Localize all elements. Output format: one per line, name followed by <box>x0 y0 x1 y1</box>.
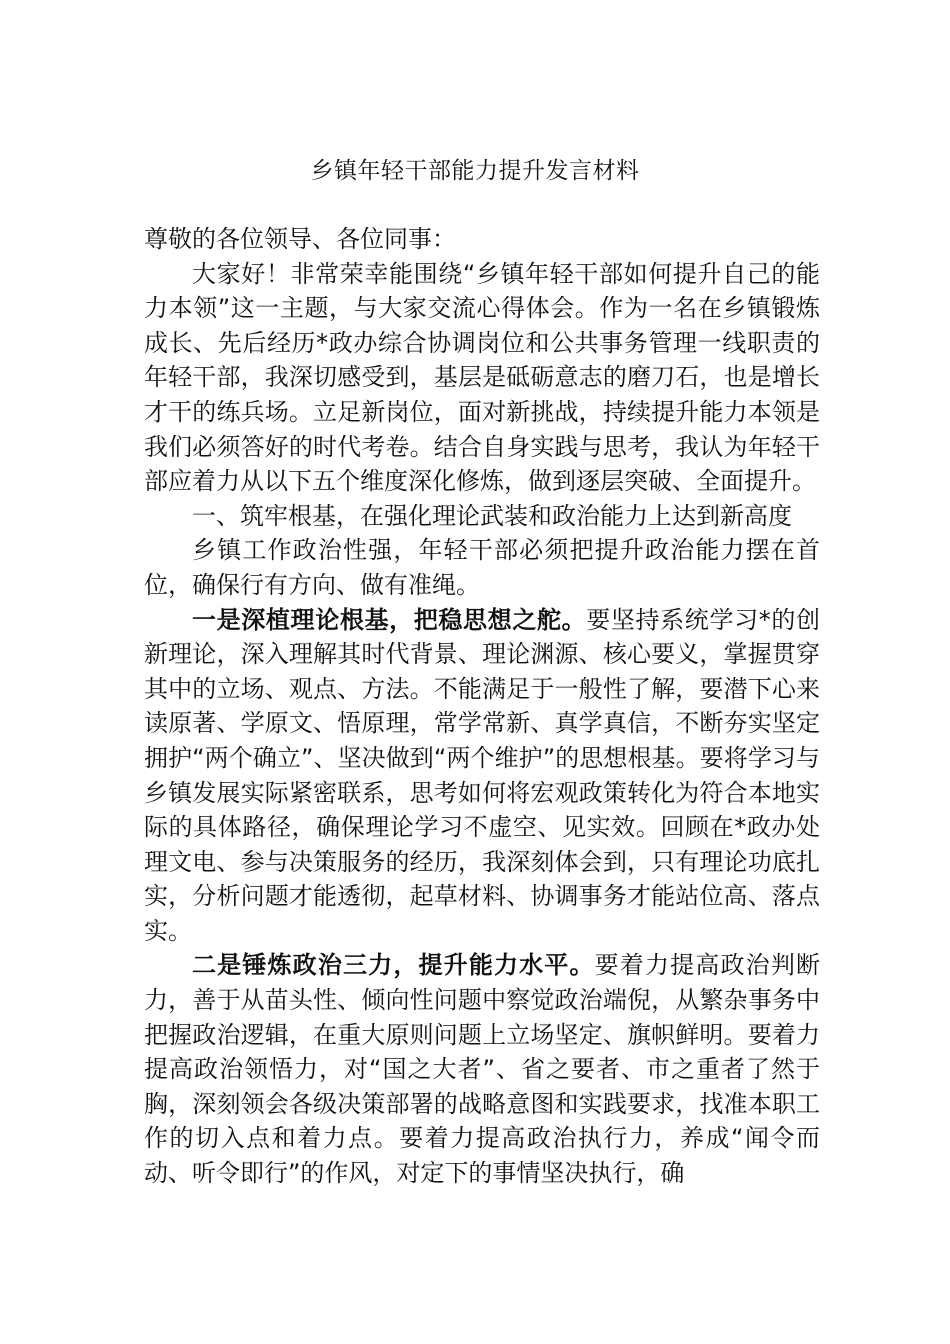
point-one-text: 要坚持系统学习*的创新理论，深入理解其时代背景、理论渊源、核心要义，掌握贯穿其中的立场、观点、方法。不能满足于一般性了解，要潜下心来读原著、学原文、悟原理，常学常新、真学真信，不断夯实坚定拥护“两个确立”、坚决做到“两个维护”的思想根基。要将学习与乡镇发展实际紧密联系，思考如何将宏观政策转化为符合本地实际的具体路径，确保理论学习不虚空、见实效。回顾在*政办处理文电、参与决策服务的经历，我深刻体会到，只有理论功底扎实，分析问题才能透彻，起草材料、协调事务才能站位高、落点实。 <box>144 605 821 945</box>
intro-paragraph: 大家好！非常荣幸能围绕“乡镇年轻干部如何提升自己的能力本领”这一主题，与大家交流心得体会。作为一名在乡镇锻炼成长、先后经历*政办综合协调岗位和公共事务管理一线职责的年轻干部，我深切感受到，基层是砥砺意志的磨刀石，也是增长才干的练兵场。立足新岗位，面对新挑战，持续提升能力本领是我们必须答好的时代考卷。结合自身实践与思考，我认为年轻干部应着力从以下五个维度深化修炼，做到逐层突破、全面提升。 <box>144 259 820 496</box>
salutation: 尊敬的各位领导、各位同事： <box>144 225 456 253</box>
section-heading: 一、筑牢根基，在强化理论武装和政治能力上达到新高度 <box>192 501 792 530</box>
document-body <box>144 222 820 1191</box>
point-two-text: 要着力提高政治判断力，善于从苗头性、倾向性问题中察觉政治端倪，从繁杂事务中把握政治逻辑，在重大原则问题上立场坚定、旗帜鲜明。要着力提高政治领悟力，对“国之大者”、省之要者、市之重者了然于胸，深刻领会各级决策部署的战略意图和实践要求，找准本职工作的切入点和着力点。要着力提高政治执行力，养成“闻令而动、听令即行”的作风，对定下的事情坚决执行，确 <box>144 951 821 1188</box>
point-two-paragraph <box>144 948 820 1190</box>
point-one-paragraph <box>144 603 820 949</box>
point-one-heading: 一是深植理论根基，把稳思想之舵。 <box>192 605 587 634</box>
section-lead-paragraph: 乡镇工作政治性强，年轻干部必须把提升政治能力摆在首位，确保行有方向、做有准绳。 <box>144 536 820 599</box>
page-title: 乡镇年轻干部能力提升发言材料 <box>310 158 640 184</box>
point-two-heading: 二是锤炼政治三力，提升能力水平。 <box>192 951 595 980</box>
